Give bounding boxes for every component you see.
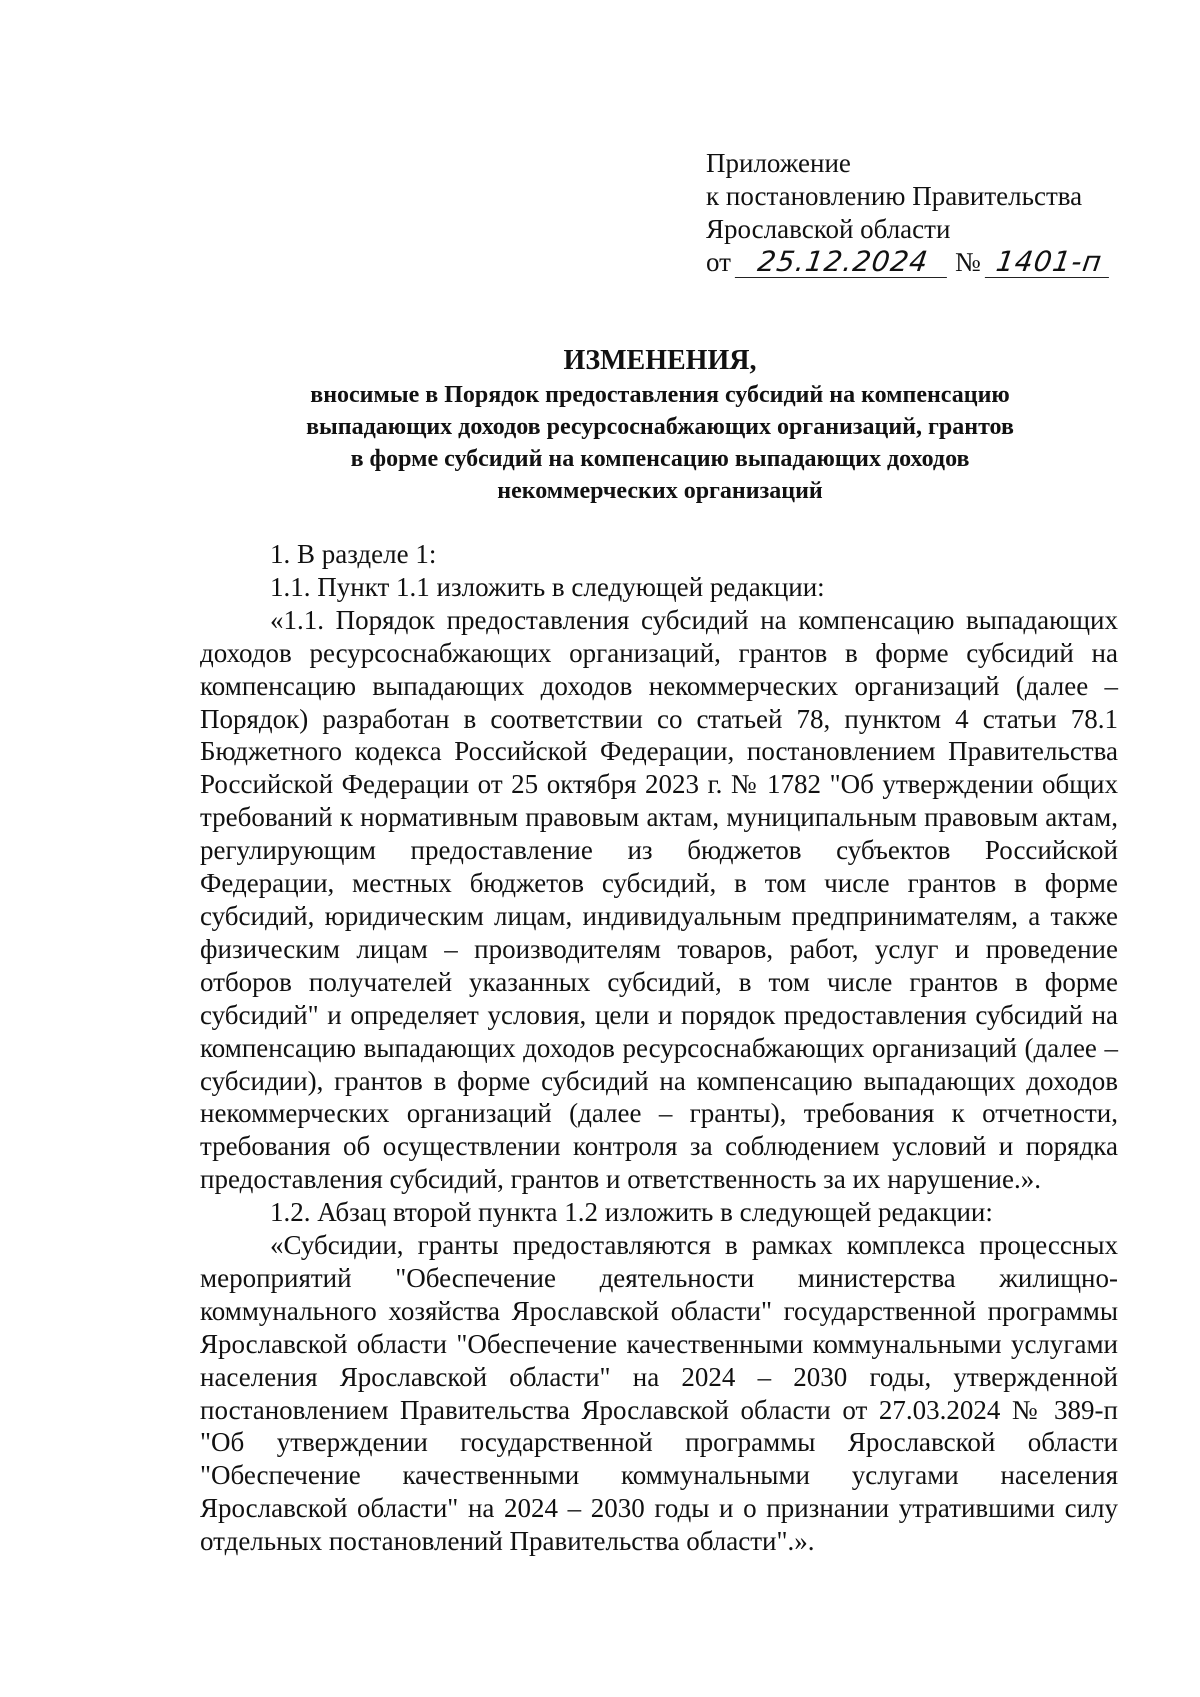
paragraph-item-1-1-text: «1.1. Порядок предоставления субсидий на компенсацию выпадающих доходов ресурсоснабжающих организаций, грантов в форме субсидий на компенсацию выпадающих доходов некоммерческих организаций (далее – Порядок) разработан в соответствии со статьей 78, пунктом 4 статьи 78.1 Бюджетного кодекса Российской Федерации, постановлением Правительства Российской Федерации от 25 октября 2023 г. № 1782 "Об утверждении общих требований к нормативным правовым актам, муниципальным правовым актам, регулирующим предоставление из бюджетов субъектов Российской Федерации, местных бюджетов субсидий, в том числе грантов в форме субсидий, юридическим лицам, индивидуальным предпринимателям, а также физическим лицам – производителям товаров, работ, услуг и проведение отборов получателей указанных субсидий, в том числе грантов в форме субсидий" и определяет условия, цели и порядок предоставления субсидий на компенсацию выпадающих доходов ресурсоснабжающих организаций (далее – субсидии), грантов в форме субсидий на компенсацию выпадающих доходов некоммерческих организаций (далее – гранты), требования к отчетности, требования об осуществлении контроля за соблюдением условий и порядка предоставления субсидий, грантов и ответственность за их нарушение.».	[200, 604, 1118, 1195]
document-body	[200, 538, 1118, 1558]
appendix-line-1: Приложение	[706, 148, 851, 178]
appendix-line-2: к постановлению Правительства	[706, 181, 1083, 211]
document-heading: ИЗМЕНЕНИЯ,	[563, 345, 757, 376]
title-block	[200, 344, 1120, 507]
date-prefix: от	[706, 247, 731, 277]
number-prefix: №	[954, 247, 981, 277]
appendix-block	[706, 147, 1111, 286]
paragraph-section-1: 1. В разделе 1:	[270, 539, 437, 569]
paragraph-item-1-2: 1.2. Абзац второй пункта 1.2 изложить в следующей редакции:	[270, 1197, 993, 1228]
handwritten-date: 25.12.2024	[735, 247, 951, 278]
title-subline-4: некоммерческих организаций	[497, 478, 823, 504]
paragraph-item-1-2-text: «Субсидии, гранты предоставляются в рамках комплекса процессных мероприятий "Обеспечение деятельности министерства жилищно-коммунального хозяйства Ярославской области" государственной программы Ярославской области "Обеспечение качественными коммунальными услугами населения Ярославской области" на 2024 – 2030 годы, утвержденной постановлением Правительства Ярославской области от 27.03.2024 № 389-п "Об утверждении государственной программы Ярославской области "Обеспечение качественными коммунальными услугами населения Ярославской области" на 2024 – 2030 годы и о признании утратившими силу отдельных постановлений Правительства области".».	[200, 1230, 1118, 1557]
handwritten-number: 1401-п	[985, 247, 1113, 278]
title-subline-3: в форме субсидий на компенсацию выпадающих доходов	[350, 446, 970, 472]
appendix-date-line	[706, 246, 1111, 286]
paragraph-item-1-1: 1.1. Пункт 1.1 изложить в следующей редакции:	[270, 571, 825, 602]
title-subline-2: выпадающих доходов ресурсоснабжающих организаций, грантов	[306, 414, 1014, 440]
title-subline-1: вносимые в Порядок предоставления субсидий на компенсацию	[310, 382, 1010, 408]
appendix-line-3: Ярославской области	[706, 214, 951, 244]
